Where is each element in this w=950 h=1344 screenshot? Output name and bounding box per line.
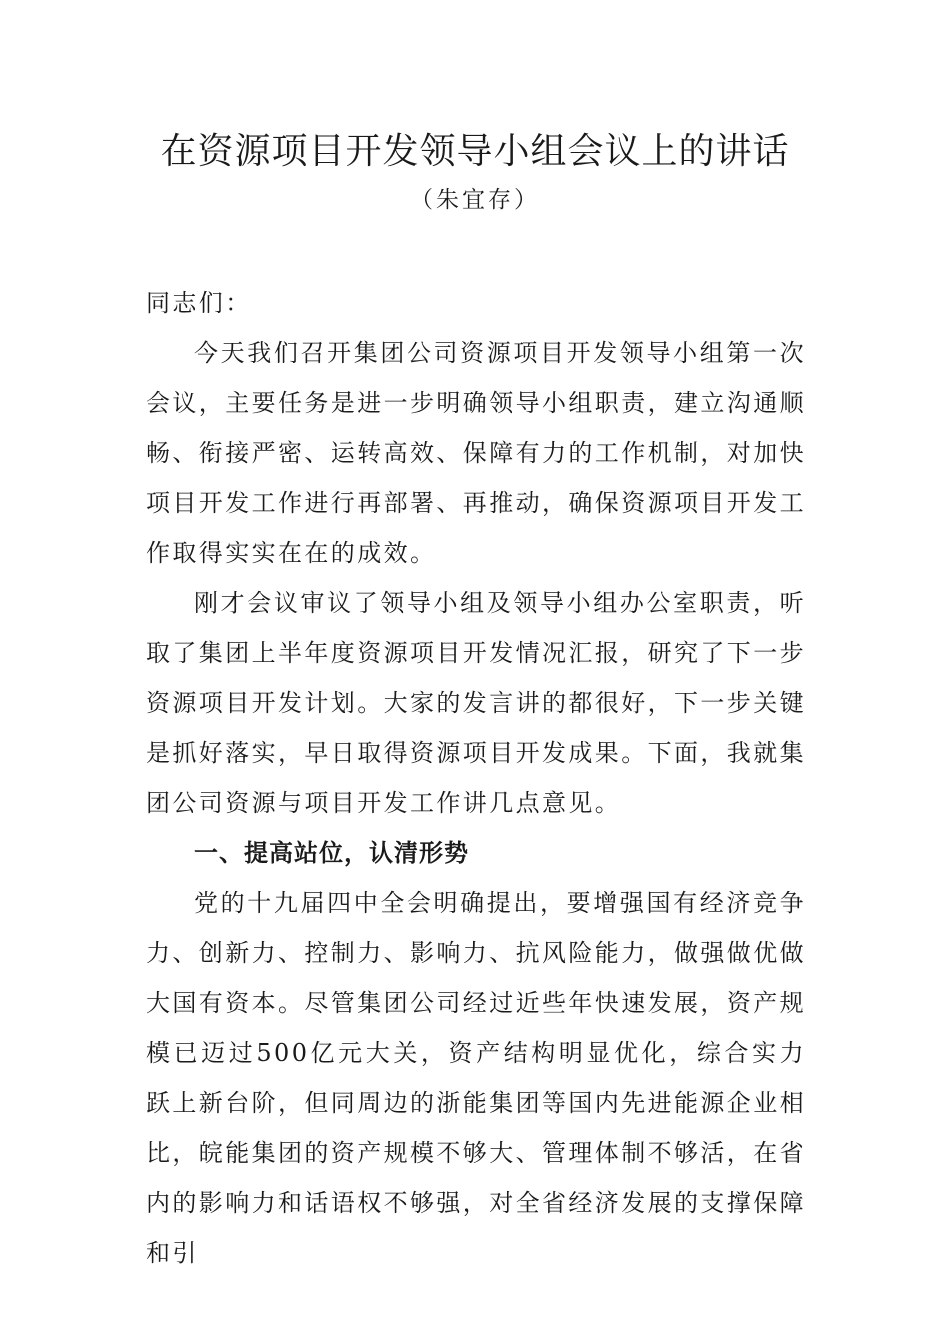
document-body [146,278,806,1278]
document-title: 在资源项目开发领导小组会议上的讲话 [160,131,790,172]
paragraph-section-one: 党的十九届四中全会明确提出，要增强国有经济竞争力、创新力、控制力、影响力、抗风险能力，做强做优做大国有资本。尽管集团公司经过近些年快速发展，资产规模已迈过500亿元大关，资产结构明显优化，综合实力跃上新台阶，但同周边的浙能集团等国内先进能源企业相比，皖能集团的资产规模不够大、管理体制不够活，在省内的影响力和话语权不够强，对全省经济发展的支撑保障和引 [146,889,806,1267]
paragraph-review: 刚才会议审议了领导小组及领导小组办公室职责，听取了集团上半年度资源项目开发情况汇报，研究了下一步资源项目开发计划。大家的发言讲的都很好，下一步关键是抓好落实，早日取得资源项目开发成果。下面，我就集团公司资源与项目开发工作讲几点意见。 [146,589,806,817]
document-author: （朱宜存） [410,187,540,213]
section-heading: 一、提高站位，认清形势 [194,839,469,867]
salutation: 同志们： [146,289,252,317]
paragraph-intro: 今天我们召开集团公司资源项目开发领导小组第一次会议，主要任务是进一步明确领导小组职责，建立沟通顺畅、衔接严密、运转高效、保障有力的工作机制，对加快项目开发工作进行再部署、再推动，确保资源项目开发工作取得实实在在的成效。 [146,339,806,567]
